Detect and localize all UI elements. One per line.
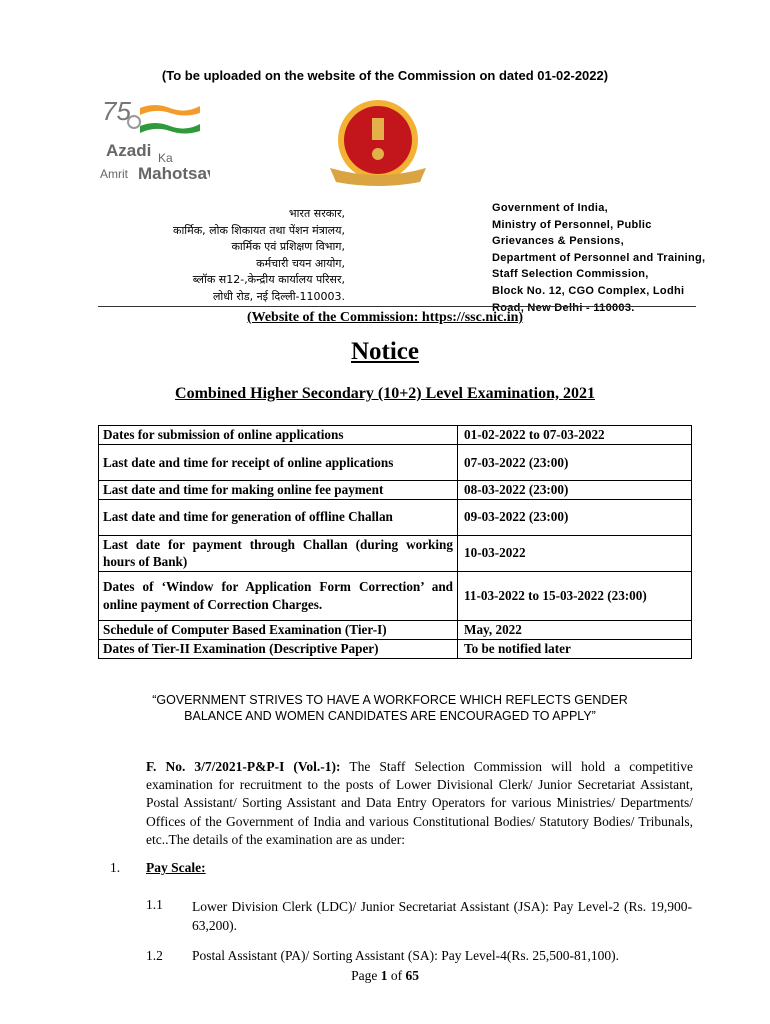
ssc-emblem xyxy=(328,96,428,188)
date-cell: 09-03-2022 (23:00) xyxy=(458,499,692,535)
item-text: Lower Division Clerk (LDC)/ Junior Secretariat Assistant (JSA): Pay Level-2 (Rs. 19,900-63,200). xyxy=(192,899,692,933)
hindi-address-line: कर्मचारी चयन आयोग, xyxy=(256,256,345,270)
date-cell: 07-03-2022 (23:00) xyxy=(458,445,692,481)
table-row xyxy=(99,620,692,639)
table-row xyxy=(99,535,692,571)
intro-text: The Staff Selection Commission will hold a competitive examination for recruitment to the posts of Lower Divisional Clerk/ Junior Secretariat Assistant, Postal Assistant/ Sorting Assistant and Data Entry Operators for various Ministries/ Departments/ Offices of the Government of India and various Constitutional Bodies/ Statutory Bodies/ Tribunals, etc..The details of the examination are as under: xyxy=(146,759,694,847)
file-number: F. No. 3/7/2021-P&P-I (Vol.-1): xyxy=(146,759,341,774)
svg-text:Ka: Ka xyxy=(158,151,173,165)
item-number: 1.2 xyxy=(146,948,163,963)
event-cell: Dates of ‘Window for Application Form Correction’ and online payment of Correction Charges. xyxy=(99,571,458,620)
event-cell: Last date and time for generation of offline Challan xyxy=(99,499,458,535)
page-label: Page xyxy=(351,968,381,983)
notice-title: Notice xyxy=(350,338,420,365)
hindi-address-line: लोधी रोड, नई दिल्ली-110003. xyxy=(212,289,345,303)
section-heading: Pay Scale: xyxy=(146,860,206,875)
english-address-line: Department of Personnel and Training, xyxy=(492,251,706,264)
total-pages: 65 xyxy=(405,968,419,983)
english-address-line: Grievances & Pensions, xyxy=(492,235,624,248)
event-cell: Last date and time for making online fee payment xyxy=(99,481,458,500)
table-row xyxy=(99,426,692,445)
exam-subtitle: Combined Higher Secondary (10+2) Level Examination, 2021 xyxy=(175,385,595,402)
section-number: 1. xyxy=(110,860,121,875)
svg-text:Mahotsav: Mahotsav xyxy=(138,164,210,181)
hindi-address xyxy=(130,206,345,305)
event-cell: Last date and time for receipt of online applications xyxy=(99,445,458,481)
header-divider xyxy=(98,306,696,307)
hindi-address-line: कार्मिक एवं प्रशिक्षण विभाग, xyxy=(231,240,345,253)
page-number xyxy=(0,968,770,984)
page-of: of xyxy=(387,968,406,983)
english-address-line: Government of India, xyxy=(492,202,609,214)
azadi-ka-amrit-mahotsav-logo xyxy=(100,96,210,181)
event-cell: Dates of Tier-II Examination (Descriptive Paper) xyxy=(99,639,458,658)
date-cell: 01-02-2022 to 07-03-2022 xyxy=(458,426,692,445)
gender-balance-quote: “GOVERNMENT STRIVES TO HAVE A WORKFORCE WHICH REFLECTS GENDER BALANCE AND WOMEN CANDIDATES ARE ENCOURAGED TO APPLY” xyxy=(152,693,628,723)
hindi-address-line: कार्मिक, लोक शिकायत तथा पेंशन मंत्रालय, xyxy=(173,223,345,237)
event-cell: Schedule of Computer Based Examination (Tier-I) xyxy=(99,620,458,639)
english-address xyxy=(492,200,705,316)
upload-note: (To be uploaded on the website of the Commission on dated 01-02-2022) xyxy=(161,68,609,83)
table-row xyxy=(99,639,692,658)
table-row xyxy=(99,445,692,481)
svg-text:Azadi: Azadi xyxy=(106,141,152,160)
svg-text:75: 75 xyxy=(102,96,131,126)
intro-paragraph xyxy=(146,758,693,849)
event-cell: Last date for payment through Challan (during working hours of Bank) xyxy=(99,535,458,571)
table-row xyxy=(99,499,692,535)
table-row xyxy=(99,481,692,500)
website-link[interactable]: (Website of the Commission: https://ssc.nic.in) xyxy=(246,310,524,325)
hindi-address-line: ब्लॉक स12-,केन्द्रीय कार्यालय परिसर, xyxy=(192,273,345,286)
date-cell: 10-03-2022 xyxy=(458,535,692,571)
english-address-line: Staff Selection Commission, xyxy=(492,268,649,281)
date-cell: 08-03-2022 (23:00) xyxy=(458,481,692,500)
table-row xyxy=(99,571,692,620)
hindi-address-line: भारत सरकार, xyxy=(288,207,345,220)
english-address-line: Road, New Delhi - 110003. xyxy=(492,301,635,314)
website-line xyxy=(0,310,770,326)
svg-text:Amrit: Amrit xyxy=(100,167,128,181)
date-cell: May, 2022 xyxy=(458,620,692,639)
event-cell: Dates for submission of online applications xyxy=(99,426,458,445)
schedule-table xyxy=(98,425,692,659)
english-address-line: Ministry of Personnel, Public xyxy=(492,218,652,231)
date-cell: 11-03-2022 to 15-03-2022 (23:00) xyxy=(458,571,692,620)
date-cell: To be notified later xyxy=(458,639,692,658)
current-page: 1 xyxy=(380,968,388,983)
english-address-line: Block No. 12, CGO Complex, Lodhi xyxy=(492,284,685,297)
item-number: 1.1 xyxy=(146,897,163,912)
item-text: Postal Assistant (PA)/ Sorting Assistant (SA): Pay Level-4(Rs. 25,500-81,100). xyxy=(192,948,620,963)
